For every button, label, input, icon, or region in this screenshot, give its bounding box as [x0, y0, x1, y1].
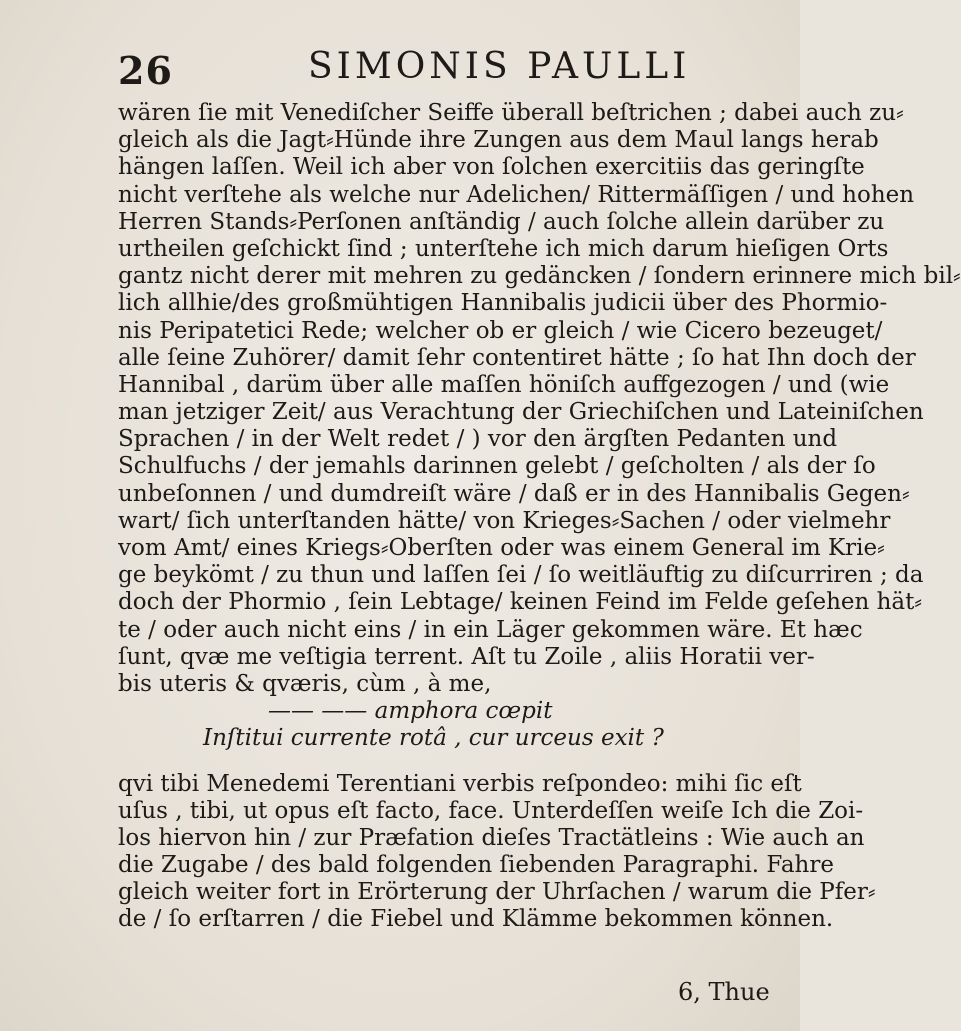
- text-line: hängen laſſen. Weil ich aber von ſolchen exercitiis das geringſte: [118, 154, 865, 181]
- text-line: gleich weiter fort in Erörterung der Uhrſachen / warum die Pfer⸗: [118, 879, 876, 906]
- text-line: te / oder auch nicht eins / in ein Läger gekommen wäre. Et hæc: [118, 616, 863, 643]
- text-line: nis Peripatetici Rede; welcher ob er gleich / wie Cicero bezeuget/: [118, 317, 883, 344]
- text-line: uſus , tibi, ut opus eſt facto, face. Unterdeſſen weiſe Ich die Zoi-: [118, 797, 864, 824]
- text-line: Herren Stands⸗Perſonen anſtändig / auch ſolche allein darüber zu: [118, 208, 885, 235]
- text-line: los hiervon hin / zur Præfation dieſes Tractätleins : Wie auch an: [118, 824, 865, 851]
- text-line: gantz nicht derer mit mehren zu gedäncken / ſondern erinnere mich bil⸗: [118, 263, 961, 290]
- text-line: nicht verſtehe als welche nur Adelichen/ Rittermäſſigen / und hohen: [118, 181, 915, 208]
- text-line: ge beykömt / zu thun und laſſen ſei / ſo weitläuftig zu diſcurriren ; da: [118, 562, 924, 589]
- text-line: wart/ ſich unterſtanden hätte/ von Krieges⸗Sachen / oder vielmehr: [118, 507, 891, 534]
- text-line: qvi tibi Menedemi Terentiani verbis reſpondeo: mihi ſic eſt: [118, 770, 802, 797]
- text-line: Hannibal , darüm über alle maſſen höniſch auffgezogen / und (wie: [118, 371, 890, 398]
- text-line: wären ſie mit Venediſcher Seiffe überall beſtrichen ; dabei auch zu⸗: [118, 100, 904, 126]
- catchword: 6, Thue: [678, 978, 770, 1006]
- text-line: doch der Phormio , ſein Lebtage/ keinen Feind im Felde geſehen hät⸗: [118, 589, 923, 616]
- running-title: SIMONIS PAULLI: [308, 46, 691, 87]
- text-line: lich allhie/des großmühtigen Hannibalis judicii über des Phormio-: [118, 290, 888, 317]
- text-line: de / ſo erſtarren / die Fiebel und Klämme bekommen können.: [118, 906, 834, 933]
- blank-line: [118, 753, 798, 771]
- text-line: urtheilen geſchickt ſind ; unterſtehe ich mich darum hieſigen Orts: [118, 235, 889, 262]
- text-line: vom Amt/ eines Kriegs⸗Oberſten oder was einem General im Krie⸗: [118, 535, 885, 561]
- text-line: Sprachen / in der Welt redet / ) vor den ärgſten Pedanten und: [118, 426, 838, 453]
- text-line: unbeſonnen / und dumdreiſt wäre / daß er in des Hannibalis Gegen⸗: [118, 480, 910, 507]
- text-line: ſunt, qvæ me veſtigia terrent. Aſt tu Zoile , aliis Horatii ver-: [118, 643, 815, 670]
- page-header: [0, 44, 800, 94]
- text-line: Schulfuchs / der jemahls darinnen gelebt / geſcholten / als der ſo: [118, 453, 876, 480]
- text-line: alle ſeine Zuhörer/ damit ſehr contentiret hätte ; ſo hat Ihn doch der: [118, 344, 916, 371]
- text-line: gleich als die Jagt⸗Hünde ihre Zungen aus dem Maul langs herab: [118, 127, 879, 154]
- text-line: man jetziger Zeit/ aus Verachtung der Griechiſchen und Lateiniſchen: [118, 399, 924, 426]
- verse-line: —— —— amphora cœpit: [268, 698, 553, 725]
- page-number: 26: [118, 48, 173, 93]
- text-line: die Zugabe / des bald folgenden ſiebenden Paragraphi. Fahre: [118, 852, 834, 879]
- verse-line: Inſtitui currente rotâ , cur urceus exit ?: [203, 725, 664, 752]
- text-line: bis uteris & qværis, cùm , à me,: [118, 670, 492, 697]
- body-text: [118, 100, 961, 934]
